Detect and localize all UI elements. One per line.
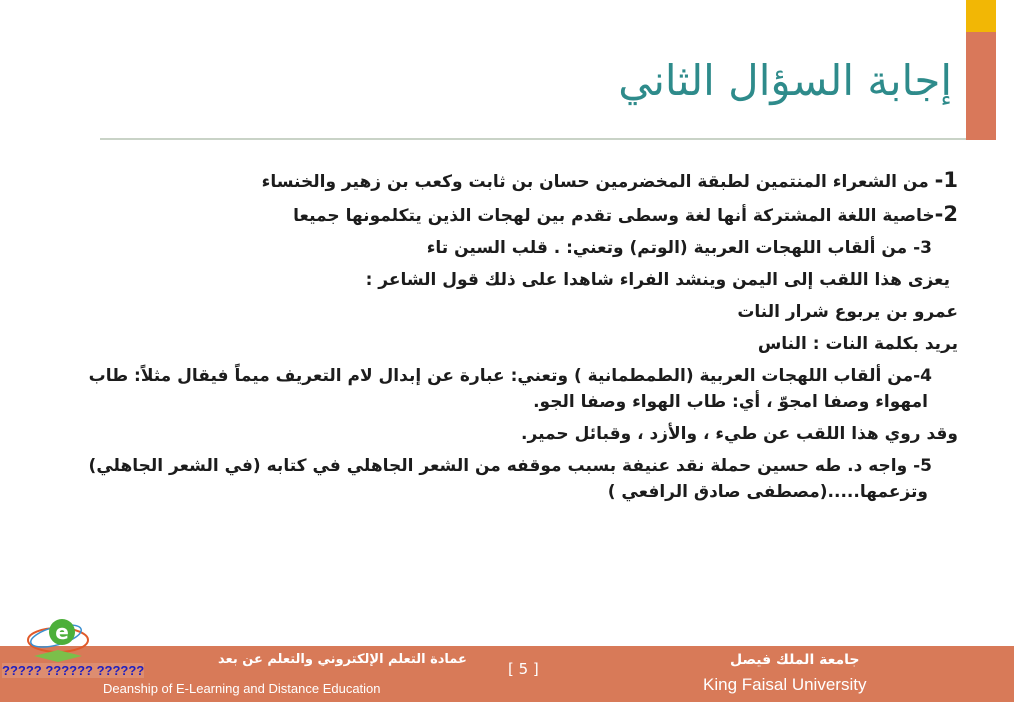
slide-title: إجابة السؤال الثاني	[618, 56, 952, 105]
answer-line-3-detail: يعزى هذا اللقب إلى اليمن وينشد الفراء شاهدا على ذلك قول الشاعر :	[365, 270, 950, 290]
accent-bar-yellow	[966, 0, 996, 32]
answer-line-2: 2-خاصية اللغة المشتركة أنها لغة وسطى تقدم بين لهجات الذين يتكلمونها جميعا	[293, 202, 958, 226]
answer-line-3: 3- من ألقاب اللهجات العربية (الوتم) وتعني: . قلب السين تاء	[426, 238, 932, 258]
accent-bar-orange	[966, 32, 996, 140]
slide-body	[40, 168, 958, 512]
page-number: [ 5 ]	[508, 660, 539, 678]
svg-text:e: e	[55, 620, 69, 644]
answer-line-3-meaning: يريد بكلمة النات : الناس	[757, 334, 958, 354]
answer-line-5: 5- واجه د. طه حسين حملة نقد عنيفة بسبب موقفه من الشعر الجاهلي في كتابه (في الشعر الجاهلي)	[88, 456, 932, 476]
title-divider	[100, 138, 966, 140]
answer-line-1: 1- من الشعراء المنتمين لطبقة المخضرمين حسان بن ثابت وكعب بن زهير والخنساء	[261, 168, 958, 192]
answer-line-4-cont: امهواء وصفا امجوّ ، أي: طاب الهواء وصفا الجو.	[533, 392, 928, 412]
answer-line-5-cont: وتزعمها.....(مصطفى صادق الرافعي )	[607, 482, 928, 502]
university-name-arabic: جامعة الملك فيصل	[730, 652, 860, 668]
elearning-logo-icon	[18, 606, 98, 666]
deanship-name-arabic: عمادة التعلم الإلكتروني والتعلم عن بعد	[218, 652, 467, 667]
answer-line-4: 4-من ألقاب اللهجات العربية (الطمطمانية ) وتعني: عبارة عن إبدال لام التعريف ميماً فيقال مثلاً: طاب	[88, 366, 932, 386]
deanship-name-english: Deanship of E-Learning and Distance Education	[103, 681, 381, 696]
university-name-english: King Faisal University	[703, 675, 867, 694]
answer-line-3-verse: عمرو بن يربوع شرار النات	[737, 302, 958, 322]
logo-caption: ????? ?????? ??????	[2, 663, 145, 678]
answer-line-4-detail: وقد روي هذا اللقب عن طيء ، والأزد ، وقبائل حمير.	[521, 424, 958, 444]
